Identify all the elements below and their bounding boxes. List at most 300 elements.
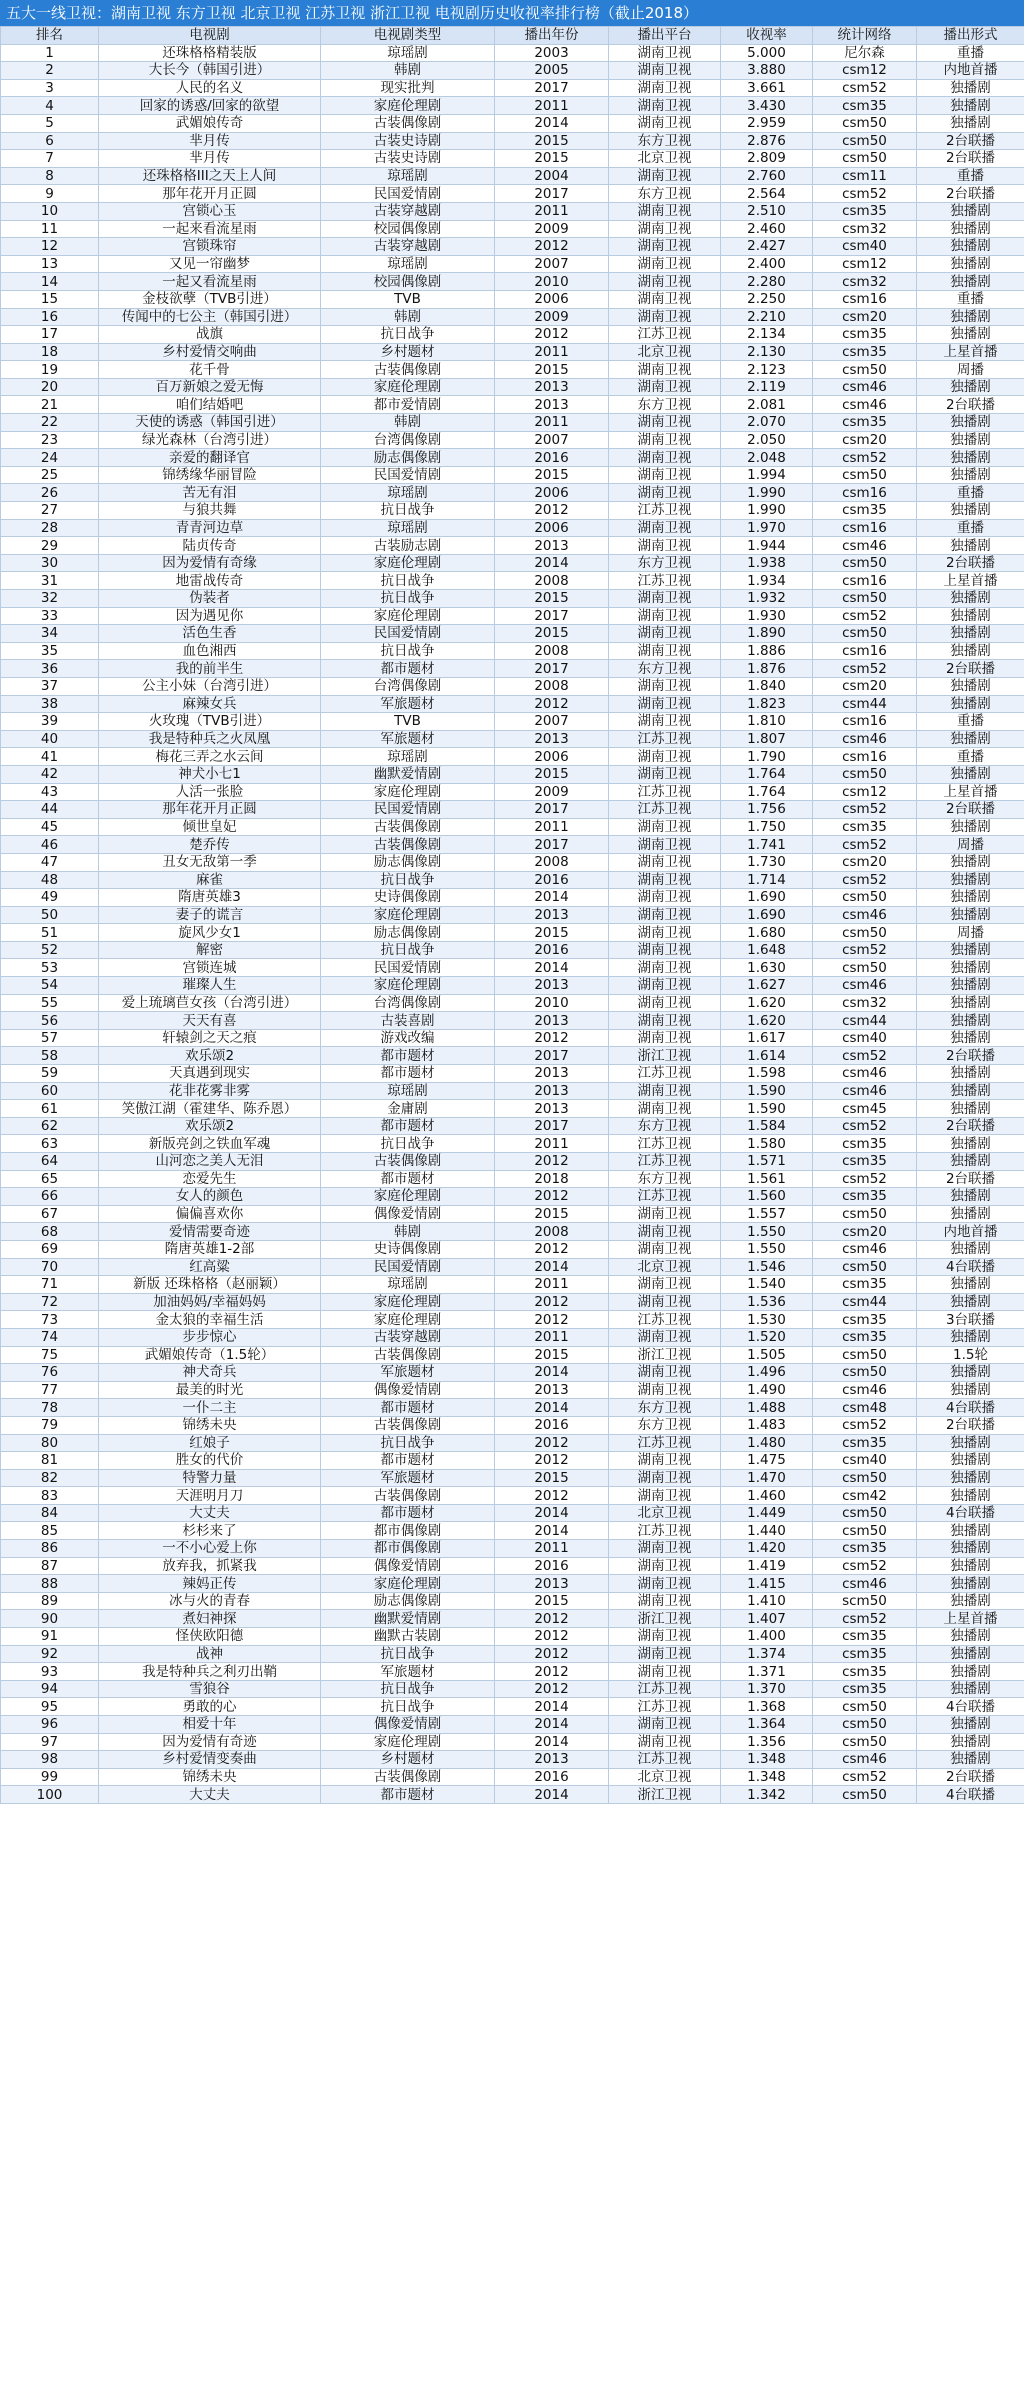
rating-cell: 1.648	[721, 941, 813, 959]
table-row	[1, 906, 1024, 924]
broadcast-type-cell: 独播剧	[917, 1153, 1024, 1171]
broadcast-type-cell: 独播剧	[917, 466, 1024, 484]
rating-cell: 1.730	[721, 853, 813, 871]
rating-cell: 1.356	[721, 1733, 813, 1751]
rating-cell: 1.374	[721, 1645, 813, 1663]
rating-cell: 3.430	[721, 97, 813, 115]
network-cell: csm32	[813, 220, 917, 238]
year-cell: 2006	[495, 290, 609, 308]
platform-cell: 湖南卫视	[609, 519, 721, 537]
year-cell: 2012	[495, 1029, 609, 1047]
genre-cell: 家庭伦理剧	[321, 554, 495, 572]
drama-cell: 欢乐颂2	[99, 1117, 321, 1135]
drama-cell: 天涯明月刀	[99, 1487, 321, 1505]
drama-cell: 杉杉来了	[99, 1522, 321, 1540]
genre-cell: 军旅题材	[321, 1469, 495, 1487]
table-row	[1, 1311, 1024, 1329]
drama-cell: 笑傲江湖（霍建华、陈乔恩）	[99, 1100, 321, 1118]
broadcast-type-cell: 独播剧	[917, 1522, 1024, 1540]
broadcast-type-cell: 2台联播	[917, 1170, 1024, 1188]
year-cell: 2006	[495, 748, 609, 766]
network-cell: csm50	[813, 132, 917, 150]
genre-cell: 游戏改编	[321, 1029, 495, 1047]
rank-cell: 95	[1, 1698, 99, 1716]
genre-cell: 史诗偶像剧	[321, 889, 495, 907]
rank-cell: 56	[1, 1012, 99, 1030]
table-row	[1, 801, 1024, 819]
year-cell: 2006	[495, 484, 609, 502]
table-row	[1, 677, 1024, 695]
genre-cell: 韩剧	[321, 1223, 495, 1241]
drama-cell: 人民的名义	[99, 79, 321, 97]
network-cell: csm50	[813, 554, 917, 572]
table-row	[1, 1452, 1024, 1470]
network-cell: csm52	[813, 660, 917, 678]
rank-cell: 62	[1, 1117, 99, 1135]
year-cell: 2011	[495, 1328, 609, 1346]
platform-cell: 湖南卫视	[609, 1452, 721, 1470]
drama-cell: 丑女无敌第一季	[99, 853, 321, 871]
broadcast-type-cell: 上星首播	[917, 1610, 1024, 1628]
rank-cell: 23	[1, 431, 99, 449]
rank-cell: 38	[1, 695, 99, 713]
network-cell: csm50	[813, 114, 917, 132]
platform-cell: 湖南卫视	[609, 361, 721, 379]
platform-cell: 东方卫视	[609, 1416, 721, 1434]
rating-cell: 1.584	[721, 1117, 813, 1135]
network-cell: csm35	[813, 1311, 917, 1329]
year-cell: 2011	[495, 1540, 609, 1558]
genre-cell: 偶像爱情剧	[321, 1381, 495, 1399]
network-cell: csm16	[813, 642, 917, 660]
broadcast-type-cell: 重播	[917, 519, 1024, 537]
column-header-rank: 排名	[1, 27, 99, 45]
rating-cell: 1.540	[721, 1276, 813, 1294]
broadcast-type-cell: 3台联播	[917, 1311, 1024, 1329]
platform-cell: 湖南卫视	[609, 1469, 721, 1487]
genre-cell: 励志偶像剧	[321, 924, 495, 942]
rating-cell: 1.348	[721, 1751, 813, 1769]
genre-cell: 古装穿越剧	[321, 238, 495, 256]
year-cell: 2014	[495, 1733, 609, 1751]
genre-cell: 民国爱情剧	[321, 1258, 495, 1276]
broadcast-type-cell: 独播剧	[917, 79, 1024, 97]
rating-cell: 1.407	[721, 1610, 813, 1628]
table-row	[1, 1786, 1024, 1804]
rank-cell: 1	[1, 44, 99, 62]
rank-cell: 49	[1, 889, 99, 907]
platform-cell: 湖南卫视	[609, 1663, 721, 1681]
drama-cell: 那年花开月正圆	[99, 801, 321, 819]
broadcast-type-cell: 独播剧	[917, 1100, 1024, 1118]
table-row	[1, 1645, 1024, 1663]
table-row	[1, 484, 1024, 502]
platform-cell: 湖南卫视	[609, 713, 721, 731]
table-row	[1, 1716, 1024, 1734]
table-row	[1, 1381, 1024, 1399]
rank-cell: 99	[1, 1768, 99, 1786]
broadcast-type-cell: 独播剧	[917, 695, 1024, 713]
table-row	[1, 1082, 1024, 1100]
platform-cell: 湖南卫视	[609, 1205, 721, 1223]
year-cell: 2013	[495, 906, 609, 924]
table-row	[1, 378, 1024, 396]
year-cell: 2017	[495, 607, 609, 625]
drama-cell: 最美的时光	[99, 1381, 321, 1399]
platform-cell: 江苏卫视	[609, 783, 721, 801]
network-cell: csm20	[813, 853, 917, 871]
drama-cell: 爱情需要奇迹	[99, 1223, 321, 1241]
platform-cell: 湖南卫视	[609, 590, 721, 608]
table-row	[1, 1117, 1024, 1135]
year-cell: 2015	[495, 625, 609, 643]
broadcast-type-cell: 独播剧	[917, 326, 1024, 344]
genre-cell: 抗日战争	[321, 1680, 495, 1698]
network-cell: csm35	[813, 326, 917, 344]
broadcast-type-cell: 上星首播	[917, 783, 1024, 801]
year-cell: 2013	[495, 378, 609, 396]
genre-cell: 琼瑶剧	[321, 167, 495, 185]
year-cell: 2012	[495, 1188, 609, 1206]
table-row	[1, 994, 1024, 1012]
rank-cell: 94	[1, 1680, 99, 1698]
broadcast-type-cell: 独播剧	[917, 994, 1024, 1012]
rating-cell: 1.480	[721, 1434, 813, 1452]
rating-cell: 1.470	[721, 1469, 813, 1487]
rank-cell: 15	[1, 290, 99, 308]
platform-cell: 湖南卫视	[609, 1029, 721, 1047]
network-cell: csm52	[813, 1416, 917, 1434]
rating-cell: 1.890	[721, 625, 813, 643]
broadcast-type-cell: 独播剧	[917, 220, 1024, 238]
broadcast-type-cell: 独播剧	[917, 1276, 1024, 1294]
year-cell: 2012	[495, 238, 609, 256]
platform-cell: 湖南卫视	[609, 97, 721, 115]
table-row	[1, 1469, 1024, 1487]
network-cell: csm35	[813, 1276, 917, 1294]
drama-cell: 红娘子	[99, 1434, 321, 1452]
table-row	[1, 1751, 1024, 1769]
genre-cell: 民国爱情剧	[321, 801, 495, 819]
drama-cell: 战旗	[99, 326, 321, 344]
rating-cell: 1.620	[721, 1012, 813, 1030]
broadcast-type-cell: 独播剧	[917, 502, 1024, 520]
network-cell: csm50	[813, 1522, 917, 1540]
platform-cell: 湖南卫视	[609, 1645, 721, 1663]
platform-cell: 湖南卫视	[609, 1487, 721, 1505]
table-row	[1, 1610, 1024, 1628]
drama-cell: 放弃我，抓紧我	[99, 1557, 321, 1575]
network-cell: csm52	[813, 836, 917, 854]
broadcast-type-cell: 重播	[917, 167, 1024, 185]
table-row	[1, 1240, 1024, 1258]
broadcast-type-cell: 独播剧	[917, 537, 1024, 555]
broadcast-type-cell: 2台联播	[917, 660, 1024, 678]
genre-cell: 都市题材	[321, 1170, 495, 1188]
rating-cell: 1.764	[721, 765, 813, 783]
rating-cell: 2.510	[721, 202, 813, 220]
genre-cell: 金庸剧	[321, 1100, 495, 1118]
platform-cell: 湖南卫视	[609, 818, 721, 836]
column-header-platform: 播出平台	[609, 27, 721, 45]
rank-cell: 72	[1, 1293, 99, 1311]
network-cell: csm50	[813, 924, 917, 942]
table-row	[1, 202, 1024, 220]
rank-cell: 18	[1, 343, 99, 361]
platform-cell: 湖南卫视	[609, 1223, 721, 1241]
network-cell: csm50	[813, 1346, 917, 1364]
genre-cell: 都市题材	[321, 1399, 495, 1417]
broadcast-type-cell: 2台联播	[917, 1047, 1024, 1065]
table-row	[1, 730, 1024, 748]
network-cell: csm20	[813, 308, 917, 326]
rank-cell: 60	[1, 1082, 99, 1100]
platform-cell: 湖南卫视	[609, 889, 721, 907]
rank-cell: 68	[1, 1223, 99, 1241]
rating-cell: 1.475	[721, 1452, 813, 1470]
network-cell: csm40	[813, 1029, 917, 1047]
table-row	[1, 414, 1024, 432]
rating-cell: 2.564	[721, 185, 813, 203]
drama-cell: 地雷战传奇	[99, 572, 321, 590]
genre-cell: 古装偶像剧	[321, 1153, 495, 1171]
broadcast-type-cell: 独播剧	[917, 97, 1024, 115]
rating-cell: 1.876	[721, 660, 813, 678]
drama-cell: 我是特种兵之利刃出鞘	[99, 1663, 321, 1681]
year-cell: 2011	[495, 343, 609, 361]
genre-cell: 都市题材	[321, 1786, 495, 1804]
year-cell: 2017	[495, 801, 609, 819]
network-cell: csm46	[813, 977, 917, 995]
drama-cell: 煮妇神探	[99, 1610, 321, 1628]
year-cell: 2018	[495, 1170, 609, 1188]
genre-cell: 都市题材	[321, 660, 495, 678]
genre-cell: 偶像爱情剧	[321, 1716, 495, 1734]
table-row	[1, 941, 1024, 959]
table-row	[1, 308, 1024, 326]
year-cell: 2013	[495, 1575, 609, 1593]
year-cell: 2014	[495, 1258, 609, 1276]
broadcast-type-cell: 独播剧	[917, 273, 1024, 291]
rating-cell: 1.598	[721, 1065, 813, 1083]
broadcast-type-cell: 1.5轮	[917, 1346, 1024, 1364]
network-cell: csm35	[813, 1645, 917, 1663]
year-cell: 2003	[495, 44, 609, 62]
table-row	[1, 1188, 1024, 1206]
drama-cell: 绿光森林（台湾引进）	[99, 431, 321, 449]
platform-cell: 湖南卫视	[609, 273, 721, 291]
network-cell: csm12	[813, 62, 917, 80]
network-cell: csm52	[813, 185, 917, 203]
platform-cell: 北京卫视	[609, 150, 721, 168]
rating-cell: 1.932	[721, 590, 813, 608]
year-cell: 2014	[495, 554, 609, 572]
rating-cell: 1.930	[721, 607, 813, 625]
year-cell: 2016	[495, 1416, 609, 1434]
network-cell: csm52	[813, 801, 917, 819]
rank-cell: 26	[1, 484, 99, 502]
network-cell: csm50	[813, 466, 917, 484]
rating-cell: 1.714	[721, 871, 813, 889]
rank-cell: 29	[1, 537, 99, 555]
genre-cell: 家庭伦理剧	[321, 1311, 495, 1329]
genre-cell: 古装励志剧	[321, 537, 495, 555]
rank-cell: 87	[1, 1557, 99, 1575]
broadcast-type-cell: 独播剧	[917, 1557, 1024, 1575]
drama-cell: 神犬小七1	[99, 765, 321, 783]
rank-cell: 14	[1, 273, 99, 291]
network-cell: csm52	[813, 79, 917, 97]
broadcast-type-cell: 重播	[917, 748, 1024, 766]
broadcast-type-cell: 独播剧	[917, 431, 1024, 449]
rank-cell: 61	[1, 1100, 99, 1118]
drama-cell: 陆贞传奇	[99, 537, 321, 555]
genre-cell: 抗日战争	[321, 326, 495, 344]
rank-cell: 50	[1, 906, 99, 924]
table-row	[1, 572, 1024, 590]
year-cell: 2015	[495, 1346, 609, 1364]
drama-cell: 天天有喜	[99, 1012, 321, 1030]
drama-cell: 隋唐英雄1-2部	[99, 1240, 321, 1258]
year-cell: 2016	[495, 941, 609, 959]
rating-cell: 1.614	[721, 1047, 813, 1065]
rating-cell: 1.823	[721, 695, 813, 713]
table-row	[1, 167, 1024, 185]
rank-cell: 41	[1, 748, 99, 766]
platform-cell: 江苏卫视	[609, 326, 721, 344]
network-cell: csm52	[813, 1117, 917, 1135]
platform-cell: 湖南卫视	[609, 431, 721, 449]
genre-cell: TVB	[321, 713, 495, 731]
rating-cell: 1.590	[721, 1100, 813, 1118]
platform-cell: 湖南卫视	[609, 1364, 721, 1382]
genre-cell: 古装偶像剧	[321, 1487, 495, 1505]
rank-cell: 39	[1, 713, 99, 731]
drama-cell: 大丈夫	[99, 1504, 321, 1522]
drama-cell: 璀璨人生	[99, 977, 321, 995]
drama-cell: 宫锁连城	[99, 959, 321, 977]
rank-cell: 48	[1, 871, 99, 889]
rating-cell: 2.280	[721, 273, 813, 291]
genre-cell: 校园偶像剧	[321, 273, 495, 291]
year-cell: 2012	[495, 1645, 609, 1663]
year-cell: 2008	[495, 853, 609, 871]
platform-cell: 浙江卫视	[609, 1610, 721, 1628]
network-cell: csm35	[813, 414, 917, 432]
platform-cell: 江苏卫视	[609, 572, 721, 590]
broadcast-type-cell: 独播剧	[917, 1575, 1024, 1593]
rating-cell: 1.496	[721, 1364, 813, 1382]
network-cell: csm46	[813, 730, 917, 748]
genre-cell: 古装穿越剧	[321, 202, 495, 220]
network-cell: csm50	[813, 1504, 917, 1522]
rating-cell: 1.690	[721, 889, 813, 907]
platform-cell: 湖南卫视	[609, 1628, 721, 1646]
year-cell: 2015	[495, 1469, 609, 1487]
rating-cell: 2.050	[721, 431, 813, 449]
network-cell: csm46	[813, 378, 917, 396]
table-row	[1, 783, 1024, 801]
broadcast-type-cell: 内地首播	[917, 62, 1024, 80]
year-cell: 2017	[495, 185, 609, 203]
rank-cell: 53	[1, 959, 99, 977]
genre-cell: 家庭伦理剧	[321, 378, 495, 396]
genre-cell: 抗日战争	[321, 1135, 495, 1153]
table-row	[1, 466, 1024, 484]
rank-cell: 6	[1, 132, 99, 150]
drama-cell: 百万新娘之爱无悔	[99, 378, 321, 396]
table-row	[1, 449, 1024, 467]
network-cell: csm16	[813, 484, 917, 502]
rating-cell: 1.990	[721, 484, 813, 502]
network-cell: csm16	[813, 572, 917, 590]
drama-cell: 一起又看流星雨	[99, 273, 321, 291]
broadcast-type-cell: 4台联播	[917, 1258, 1024, 1276]
genre-cell: 古装喜剧	[321, 1012, 495, 1030]
broadcast-type-cell: 独播剧	[917, 308, 1024, 326]
broadcast-type-cell: 独播剧	[917, 1135, 1024, 1153]
table-row	[1, 396, 1024, 414]
broadcast-type-cell: 独播剧	[917, 959, 1024, 977]
rating-cell: 1.750	[721, 818, 813, 836]
genre-cell: 家庭伦理剧	[321, 906, 495, 924]
broadcast-type-cell: 独播剧	[917, 765, 1024, 783]
broadcast-type-cell: 4台联播	[917, 1504, 1024, 1522]
rating-cell: 1.580	[721, 1135, 813, 1153]
broadcast-type-cell: 独播剧	[917, 977, 1024, 995]
genre-cell: 韩剧	[321, 62, 495, 80]
drama-cell: 乡村爱情变奏曲	[99, 1751, 321, 1769]
drama-cell: 我的前半生	[99, 660, 321, 678]
year-cell: 2012	[495, 1311, 609, 1329]
table-row	[1, 1663, 1024, 1681]
table-row	[1, 343, 1024, 361]
broadcast-type-cell: 独播剧	[917, 114, 1024, 132]
platform-cell: 江苏卫视	[609, 502, 721, 520]
broadcast-type-cell: 独播剧	[917, 1663, 1024, 1681]
table-row	[1, 642, 1024, 660]
network-cell: csm35	[813, 97, 917, 115]
network-cell: csm52	[813, 1170, 917, 1188]
table-row	[1, 537, 1024, 555]
genre-cell: 家庭伦理剧	[321, 1188, 495, 1206]
network-cell: csm46	[813, 906, 917, 924]
rank-cell: 19	[1, 361, 99, 379]
drama-cell: 欢乐颂2	[99, 1047, 321, 1065]
year-cell: 2013	[495, 1100, 609, 1118]
rank-cell: 2	[1, 62, 99, 80]
broadcast-type-cell: 4台联播	[917, 1786, 1024, 1804]
year-cell: 2011	[495, 818, 609, 836]
table-row	[1, 924, 1024, 942]
column-header-rating: 收视率	[721, 27, 813, 45]
drama-cell: 新版 还珠格格（赵丽颖）	[99, 1276, 321, 1294]
platform-cell: 湖南卫视	[609, 765, 721, 783]
table-row	[1, 713, 1024, 731]
table-row	[1, 836, 1024, 854]
year-cell: 2014	[495, 1399, 609, 1417]
network-cell: csm44	[813, 1012, 917, 1030]
genre-cell: 家庭伦理剧	[321, 977, 495, 995]
broadcast-type-cell: 独播剧	[917, 1012, 1024, 1030]
rating-cell: 1.680	[721, 924, 813, 942]
table-row	[1, 1293, 1024, 1311]
table-row	[1, 1205, 1024, 1223]
rank-cell: 81	[1, 1452, 99, 1470]
network-cell: csm50	[813, 959, 917, 977]
platform-cell: 湖南卫视	[609, 1012, 721, 1030]
genre-cell: 校园偶像剧	[321, 220, 495, 238]
